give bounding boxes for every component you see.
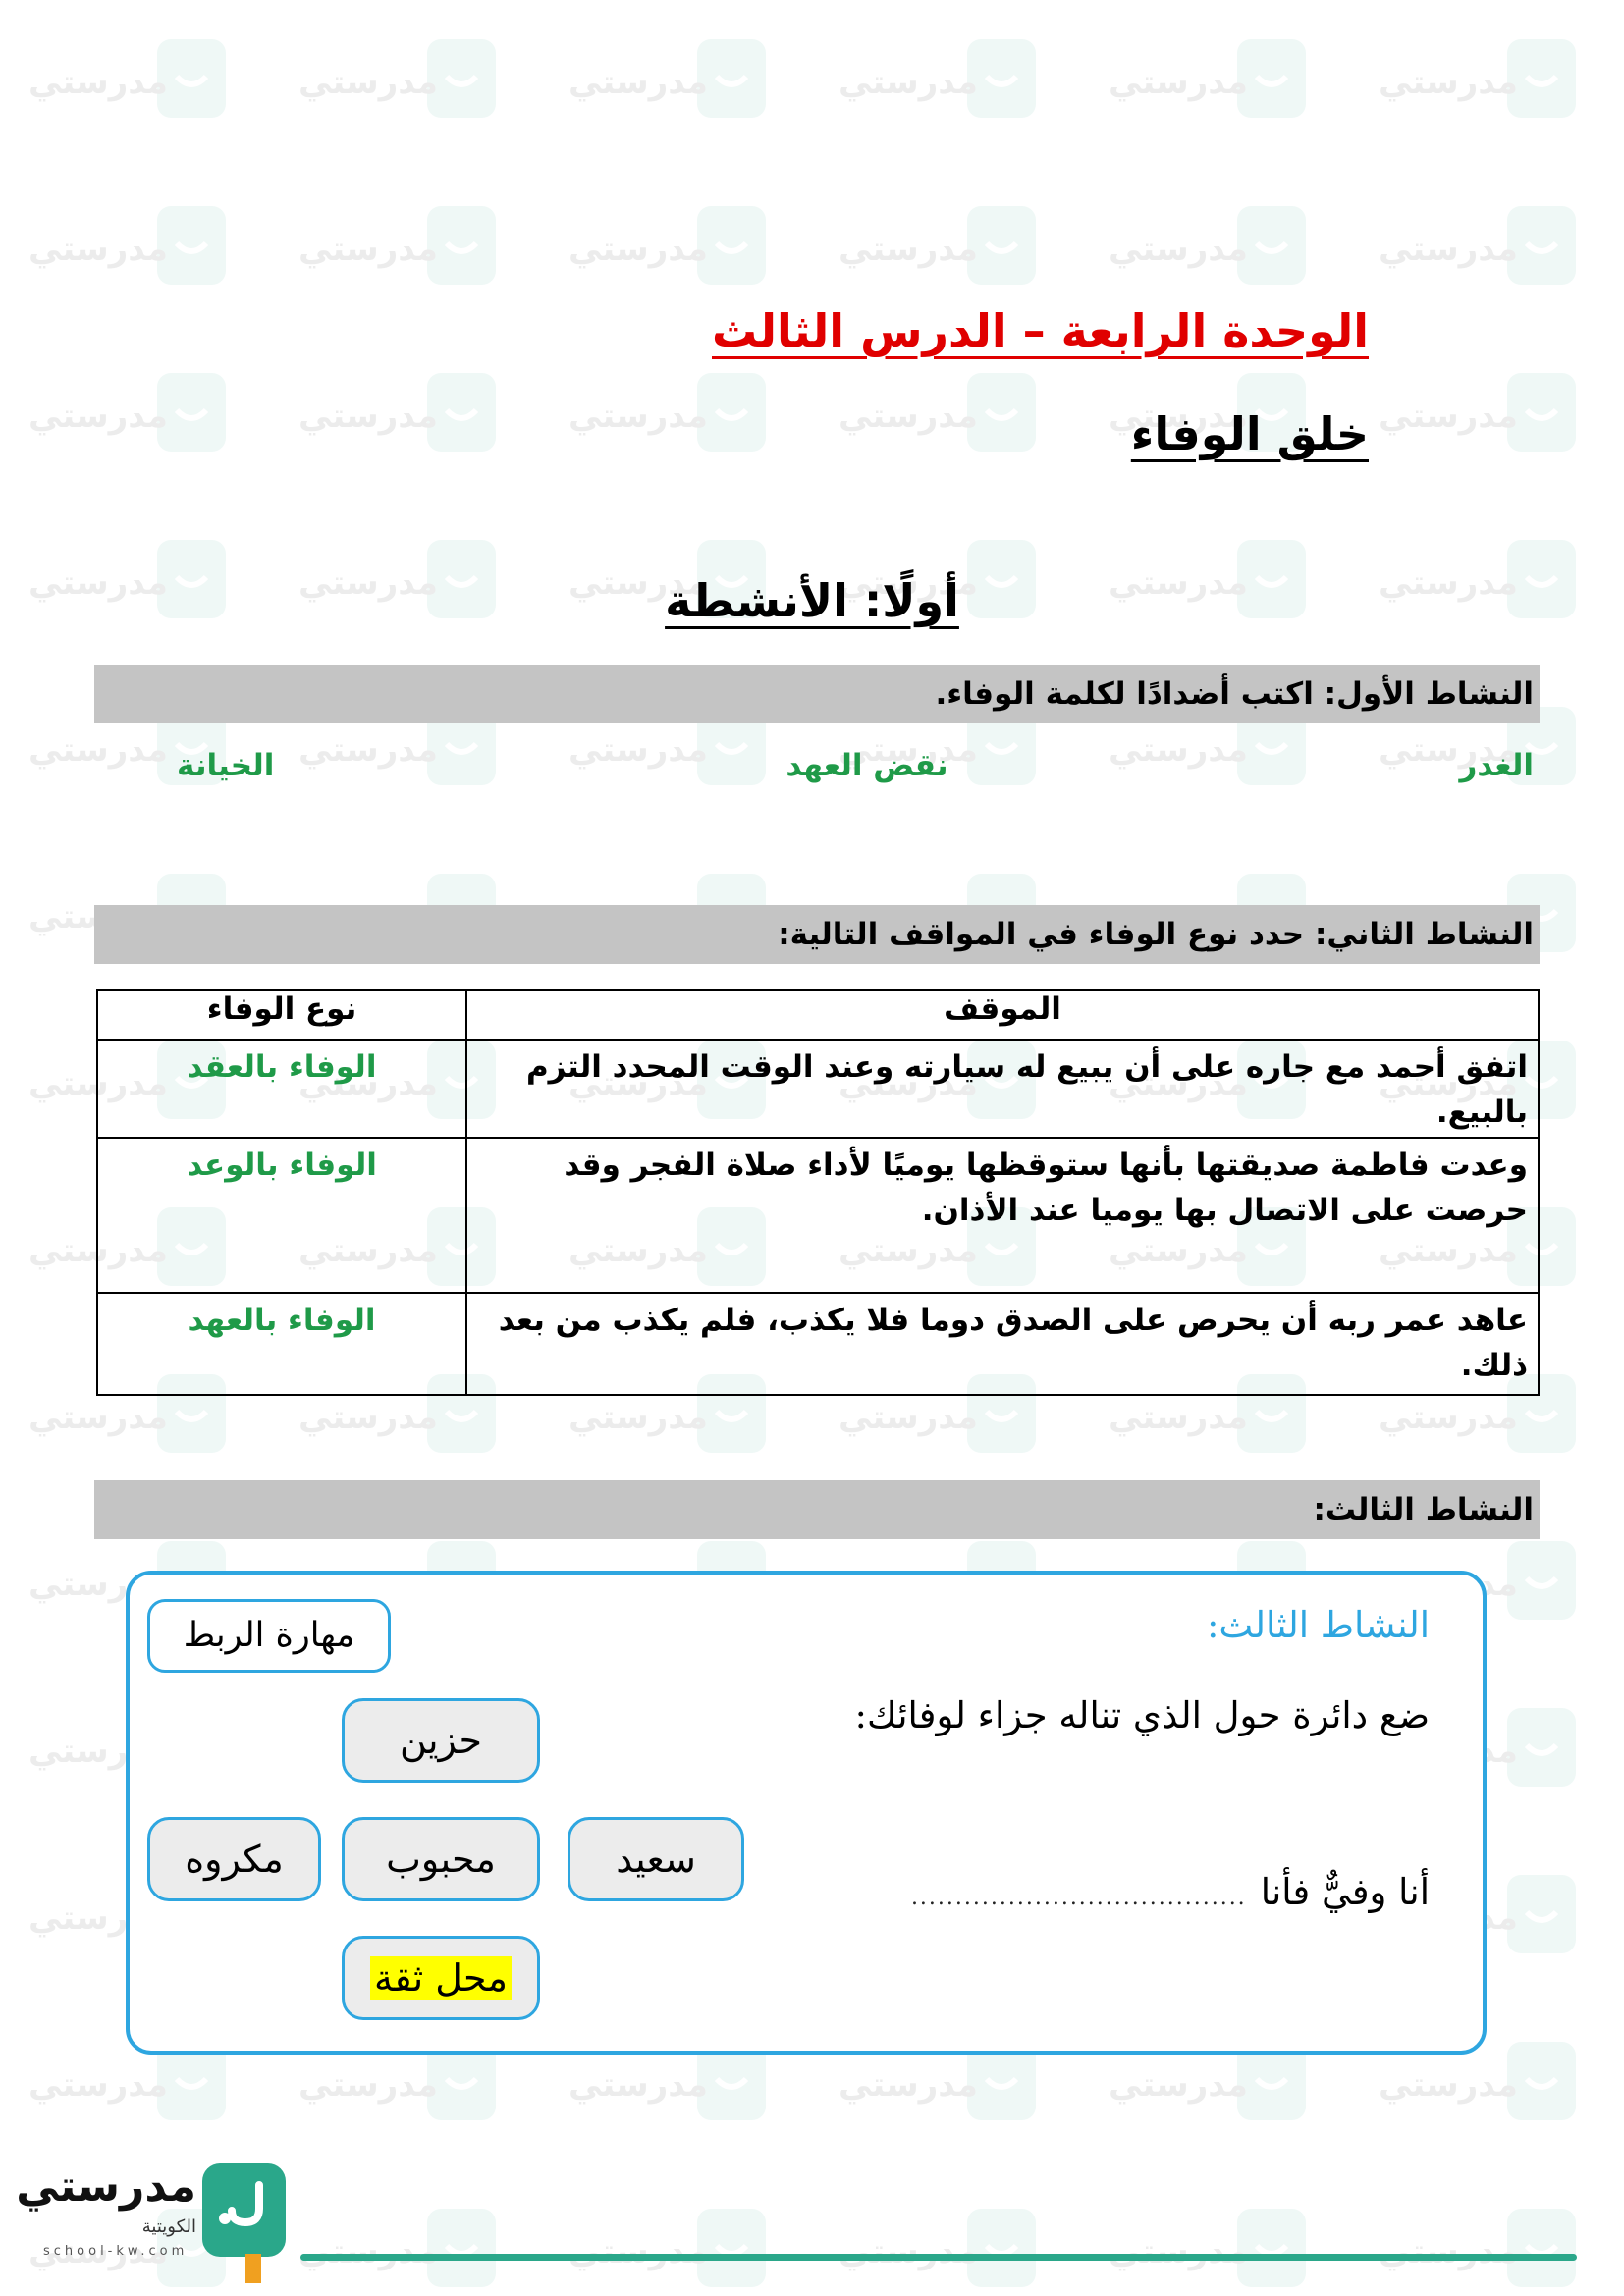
option-box[interactable] — [147, 1817, 321, 1901]
wafa-type-cell: الوفاء بالعهد — [97, 1293, 466, 1395]
situation-cell: وعدت فاطمة صديقتها بأنها ستوقظها يوميًا لأداء صلاة الفجر وقد حرصت على الاتصال بها يوميا عند الأذان. — [466, 1138, 1539, 1293]
table-row — [97, 1040, 1539, 1138]
lesson-title: خلق الوفاء — [1130, 407, 1369, 460]
activity-3-header — [94, 1480, 1540, 1539]
section-title: أولًا: الأنشطة — [665, 574, 959, 627]
antonym-answer: الخيانة — [177, 748, 275, 783]
column-header-type: نوع الوفاء — [97, 990, 466, 1040]
book-activity-heading: النشاط الثالث: — [1206, 1604, 1430, 1646]
activity-1-answers — [94, 748, 1540, 797]
activity-1-header — [94, 665, 1540, 723]
option-label: حزين — [400, 1719, 482, 1762]
wafa-type-cell: الوفاء بالوعد — [97, 1138, 466, 1293]
fill-in-sentence — [911, 1871, 1430, 1913]
option-label: مكروه — [185, 1838, 284, 1881]
option-box[interactable] — [342, 1698, 540, 1783]
logo-url: school-kw.com — [43, 2244, 189, 2259]
option-label: محبوب — [386, 1838, 496, 1881]
option-label-highlighted: محل ثقة — [370, 1956, 512, 2000]
table-header-row — [97, 990, 1539, 1040]
situation-cell: عاهد عمر ربه أن يحرص على الصدق دوما فلا يكذب، فلم يكذب من بعد ذلك. — [466, 1293, 1539, 1395]
activity-2-label: النشاط الثاني: حدد نوع الوفاء في المواقف التالية: — [778, 917, 1534, 952]
column-header-situation: الموقف — [466, 990, 1539, 1040]
book-instruction: ضع دائرة حول الذي تناله جزاء لوفائك: — [854, 1694, 1430, 1736]
sentence-text: أنا وفيٌّ فأنا — [1260, 1871, 1430, 1913]
logo-text: مدرستي — [16, 2162, 196, 2212]
option-box[interactable] — [342, 1817, 540, 1901]
logo-subtitle: الكويتية — [141, 2216, 196, 2237]
option-label: سعيد — [616, 1838, 696, 1881]
option-box[interactable] — [568, 1817, 744, 1901]
footer-logo — [16, 2156, 291, 2293]
activity-2-header — [94, 905, 1540, 964]
option-box-selected[interactable] — [342, 1936, 540, 2020]
skill-badge: مهارة الربط — [147, 1599, 391, 1673]
blank-dots: ...................................... — [910, 1886, 1247, 1910]
unit-lesson-title: الوحدة الرابعة – الدرس الثالث — [712, 304, 1369, 357]
footer-divider — [300, 2254, 1577, 2261]
activity-1-label: النشاط الأول: اكتب أضدادًا لكلمة الوفاء. — [935, 676, 1534, 712]
table-row — [97, 1138, 1539, 1293]
table-row — [97, 1293, 1539, 1395]
antonym-answer: نقض العهد — [785, 748, 948, 783]
wafa-type-cell: الوفاء بالعقد — [97, 1040, 466, 1138]
situation-cell: اتفق أحمد مع جاره على أن يبيع له سيارته وعند الوقت المحدد التزم بالبيع. — [466, 1040, 1539, 1138]
antonym-answer: الغدر — [1459, 748, 1534, 783]
activity-3-label: النشاط الثالث: — [1313, 1492, 1534, 1527]
situations-table — [96, 989, 1540, 1396]
